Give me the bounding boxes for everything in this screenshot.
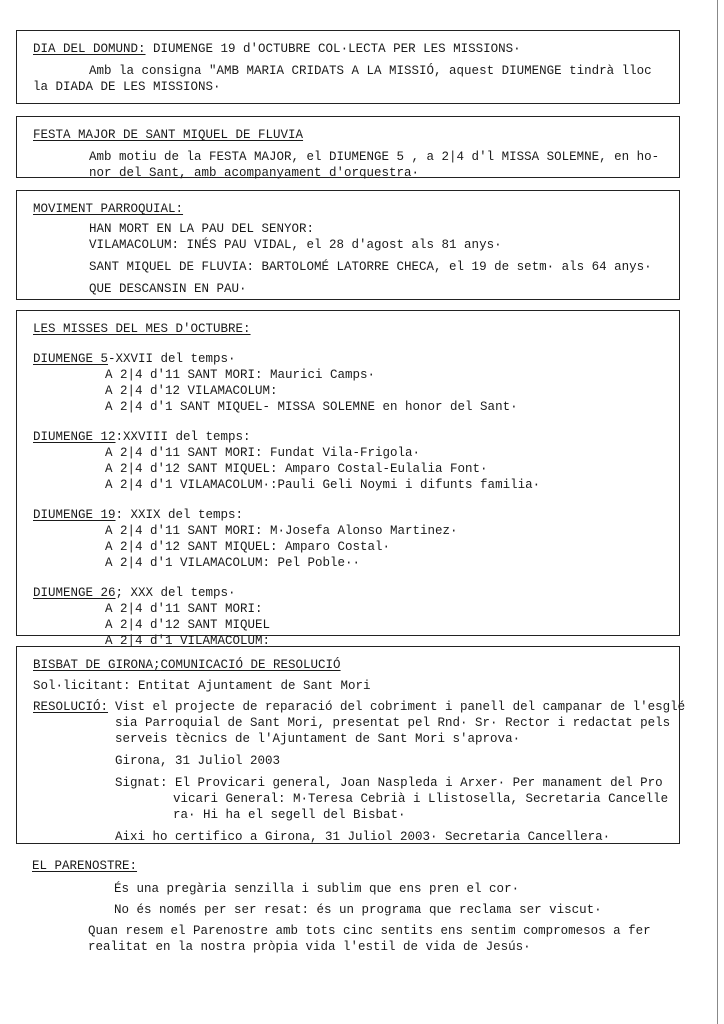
sunday-title-line xyxy=(33,429,665,445)
parenostre-para-line: realitat en la nostra pròpia vida l'estil de vida de Jesús· xyxy=(88,940,531,954)
signat-line: vicari General: M·Teresa Cebrià i Llistosella, Secretaria Cancelle xyxy=(173,792,669,806)
sunday-rest: -XXVII del temps· xyxy=(108,352,236,366)
misses-box xyxy=(16,310,680,648)
sunday-title: DIUMENGE 12 xyxy=(33,430,116,444)
mass-line: A 2|4 d'12 SANT MIQUEL xyxy=(105,618,271,632)
sunday-rest: ; XXX del temps· xyxy=(115,586,236,600)
moviment-line: QUE DESCANSIN EN PAU· xyxy=(89,282,247,296)
domund-heading: DIA DEL DOMUND: xyxy=(33,42,146,56)
bisbat-heading-rest: COMUNICACIÓ DE RESOLUCIÓ xyxy=(160,658,341,672)
resolucio-line: Vist el projecte de reparació del cobriment i panell del campanar de l'esglé xyxy=(115,700,686,714)
mass-line: A 2|4 d'1 VILAMACOLUM: Pel Poble·· xyxy=(105,556,361,570)
moviment-line: VILAMACOLUM: INÉS PAU VIDAL, el 28 d'agost als 81 anys· xyxy=(89,238,502,252)
mass-line: A 2|4 d'11 SANT MORI: Maurici Camps· xyxy=(105,368,376,382)
signat-label: Signat: xyxy=(115,776,168,790)
parenostre-para-line: Quan resem el Parenostre amb tots cinc sentits ens sentim compromesos a fer xyxy=(88,924,651,938)
domund-line3: la DIADA DE LES MISSIONS· xyxy=(33,80,221,94)
festa-box xyxy=(16,116,680,178)
sollicitant: Sol·licitant: Entitat Ajuntament de Sant Mori xyxy=(33,679,371,693)
festa-line2: Amb motiu de la FESTA MAJOR, el DIUMENGE 5 , a 2|4 d'l MISSA SOLEMNE, en ho- xyxy=(89,150,660,164)
mass-line: A 2|4 d'11 SANT MORI: Fundat Vila-Frigola· xyxy=(105,446,421,460)
certifico: Aixi ho certifico a Girona, 31 Juliol 2003· Secretaria Cancellera· xyxy=(115,830,611,844)
domund-heading-rest: DIUMENGE 19 d'OCTUBRE COL·LECTA PER LES MISSIONS· xyxy=(145,42,521,56)
parenostre-line: No és només per ser resat: és un programa que reclama ser viscut· xyxy=(114,903,602,917)
mass-line: A 2|4 d'12 VILAMACOLUM: xyxy=(105,384,278,398)
sunday-title-line xyxy=(33,585,665,601)
bisbat-heading-line xyxy=(33,657,665,673)
sunday-title: DIUMENGE 26 xyxy=(33,586,116,600)
signat-row xyxy=(33,775,669,845)
moviment-box xyxy=(16,190,680,300)
bisbat-box xyxy=(16,646,686,844)
parenostre-heading: EL PARENOSTRE: xyxy=(32,859,138,873)
moviment-line: HAN MORT EN LA PAU DEL SENYOR: xyxy=(89,222,315,236)
sunday-title: DIUMENGE 19 xyxy=(33,508,116,522)
mass-line: A 2|4 d'11 SANT MORI: xyxy=(105,602,263,616)
mass-line: A 2|4 d'12 SANT MIQUEL: Amparo Costal· xyxy=(105,540,391,554)
festa-heading: FESTA MAJOR DE SANT MIQUEL DE FLUVIA xyxy=(33,128,304,142)
mass-line: A 2|4 d'11 SANT MORI: M·Josefa Alonso Martinez· xyxy=(105,524,458,538)
domund-heading-line xyxy=(33,41,665,57)
resolucio-date: Girona, 31 Juliol 2003 xyxy=(115,754,281,768)
mass-line: A 2|4 d'1 SANT MIQUEL- MISSA SOLEMNE en honor del Sant· xyxy=(105,400,518,414)
misses-heading: LES MISSES DEL MES D'OCTUBRE: xyxy=(33,322,251,336)
domund-box xyxy=(16,30,680,104)
moviment-line: SANT MIQUEL DE FLUVIA: BARTOLOMÉ LATORRE CHECA, el 19 de setm· als 64 anys· xyxy=(89,260,652,274)
festa-line3: nor del Sant, amb acompanyament d'orquestra· xyxy=(89,166,420,180)
domund-line2: Amb la consigna "AMB MARIA CRIDATS A LA MISSIÓ, aquest DIUMENGE tindrà lloc xyxy=(89,64,652,78)
resolucio-label: RESOLUCIÓ: xyxy=(33,700,109,714)
page-edge xyxy=(717,0,718,1024)
mass-line: A 2|4 d'1 VILAMACOLUM: xyxy=(105,634,271,648)
sunday-rest: :XXVIII del temps: xyxy=(115,430,251,444)
mass-line: A 2|4 d'12 SANT MIQUEL: Amparo Costal-Eulalia Font· xyxy=(105,462,488,476)
signat-line: ra· Hi ha el segell del Bisbat· xyxy=(173,808,406,822)
moviment-heading: MOVIMENT PARROQUIAL: xyxy=(33,202,184,216)
sunday-title-line xyxy=(33,351,665,367)
resolucio-line: serveis tècnics de l'Ajuntament de Sant Mori s'aprova· xyxy=(115,732,521,746)
resolucio-row xyxy=(33,699,686,775)
mass-line: A 2|4 d'1 VILAMACOLUM·:Pauli Geli Noymi i difunts familia· xyxy=(105,478,541,492)
sunday-rest: : XXIX del temps: xyxy=(115,508,244,522)
parenostre-line: És una pregària senzilla i sublim que ens pren el cor· xyxy=(114,882,520,896)
resolucio-line: sia Parroquial de Sant Mori, presentat pel Rnd· Sr· Rector i redactat pels xyxy=(115,716,671,730)
signat-line: El Provicari general, Joan Naspleda i Arxer· Per manament del Pro xyxy=(175,776,663,790)
sunday-title-line xyxy=(33,507,665,523)
sunday-title: DIUMENGE 5 xyxy=(33,352,109,366)
parenostre-section xyxy=(32,858,682,955)
bisbat-heading: BISBAT DE GIRONA; xyxy=(33,658,161,672)
